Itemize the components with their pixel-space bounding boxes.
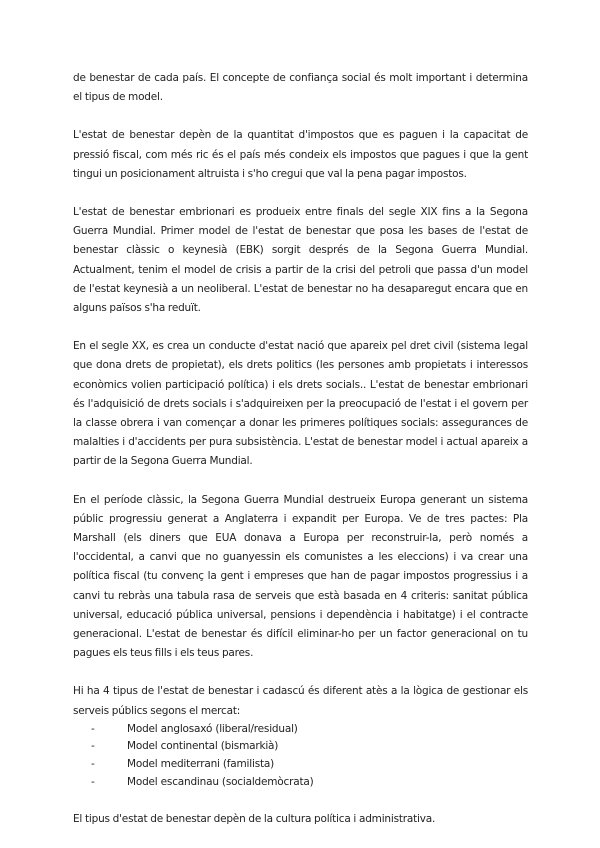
- paragraph-welfare-trust: de benestar de cada país. El concepte de confiança social és molt important i determina el tipus de model.: [73, 72, 528, 104]
- paragraph-classic-period: En el període clàssic, la Segona Guerra Mundial destrueix Europa generant un sistema públic progressiu generat a Anglaterra i expandit per Europa. Ve de tres pactes: Pla Marshall (els diners que EUA donava a Europa per reconstruir-la, però només a l'occidental, a canvi que no guanyessin els comunistes a les eleccions) i va crear una política fiscal (tu convenç la gent i empreses que han de pagar impostos progressius i a canvi tu rebràs una tabula rasa de serveis que està basada en 4 criteris: sanitat pública universal, educació pública universal, pensions i dependència i habitatge) i el contracte generacional. L'estat de benestar és difícil eliminar-ho per un factor generacional on tu pagues els teus fills i els teus pares.: [73, 493, 528, 660]
- paragraph-twentieth-century: En el segle XX, es crea un conducte d'estat nació que apareix pel dret civil (sistema legal que dona drets de propietat), els drets politics (les persones amb propietats i interessos econòmics volien participació política) i els drets socials.. L'estat de benestar embrionari és l'adquisició de drets socials i s'adquireixen per la preocupació de l'estat i el govern per la classe obrera i van començar a donar les primeres polítiques socials: assegurances de malalties i d'accidents per pura subsistència. L'estat de benestar model i actual apareix a partir de la Segona Guerra Mundial.: [73, 340, 528, 468]
- paragraph-taxes: L'estat de benestar depèn de la quantitat d'impostos que es paguen i la capacitat de pressió fiscal, com més ric és el país més condeix els impostos que pagues i que la gent tingui un posicionament altruista i s'ho cregui que val la pena pagar impostos.: [73, 129, 528, 180]
- welfare-models-list: [73, 721, 528, 791]
- list-item: - Model escandinau (socialdemòcrata): [91, 775, 314, 788]
- paragraph-culture: El tipus d'estat de benestar depèn de la cultura política i administrativa.: [73, 813, 436, 826]
- list-item: - Model mediterrani (familista): [91, 758, 275, 771]
- paragraph-embryonic-welfare: L'estat de benestar embrionari es produeix entre finals del segle XIX fins a la Segona Guerra Mundial. Primer model de l'estat de benestar que posa les bases de l'estat de benestar clàssic o keynesià (EBK) sorgit després de la Segona Guerra Mundial. Actualment, tenim el model de crisis a partir de la crisi del petroli que passa d'un model de l'estat keynesià a un neoliberal. L'estat de benestar no ha desaparegut encara que en alguns països s'ha reduït.: [73, 206, 528, 315]
- list-item: - Model anglosaxó (liberal/residual): [91, 722, 298, 735]
- list-item: - Model continental (bismarkià): [91, 740, 279, 753]
- paragraph-four-types: Hi ha 4 tipus de l'estat de benestar i cadascú és diferent atès a la lògica de gestionar els serveis públics segons el mercat:: [73, 685, 528, 717]
